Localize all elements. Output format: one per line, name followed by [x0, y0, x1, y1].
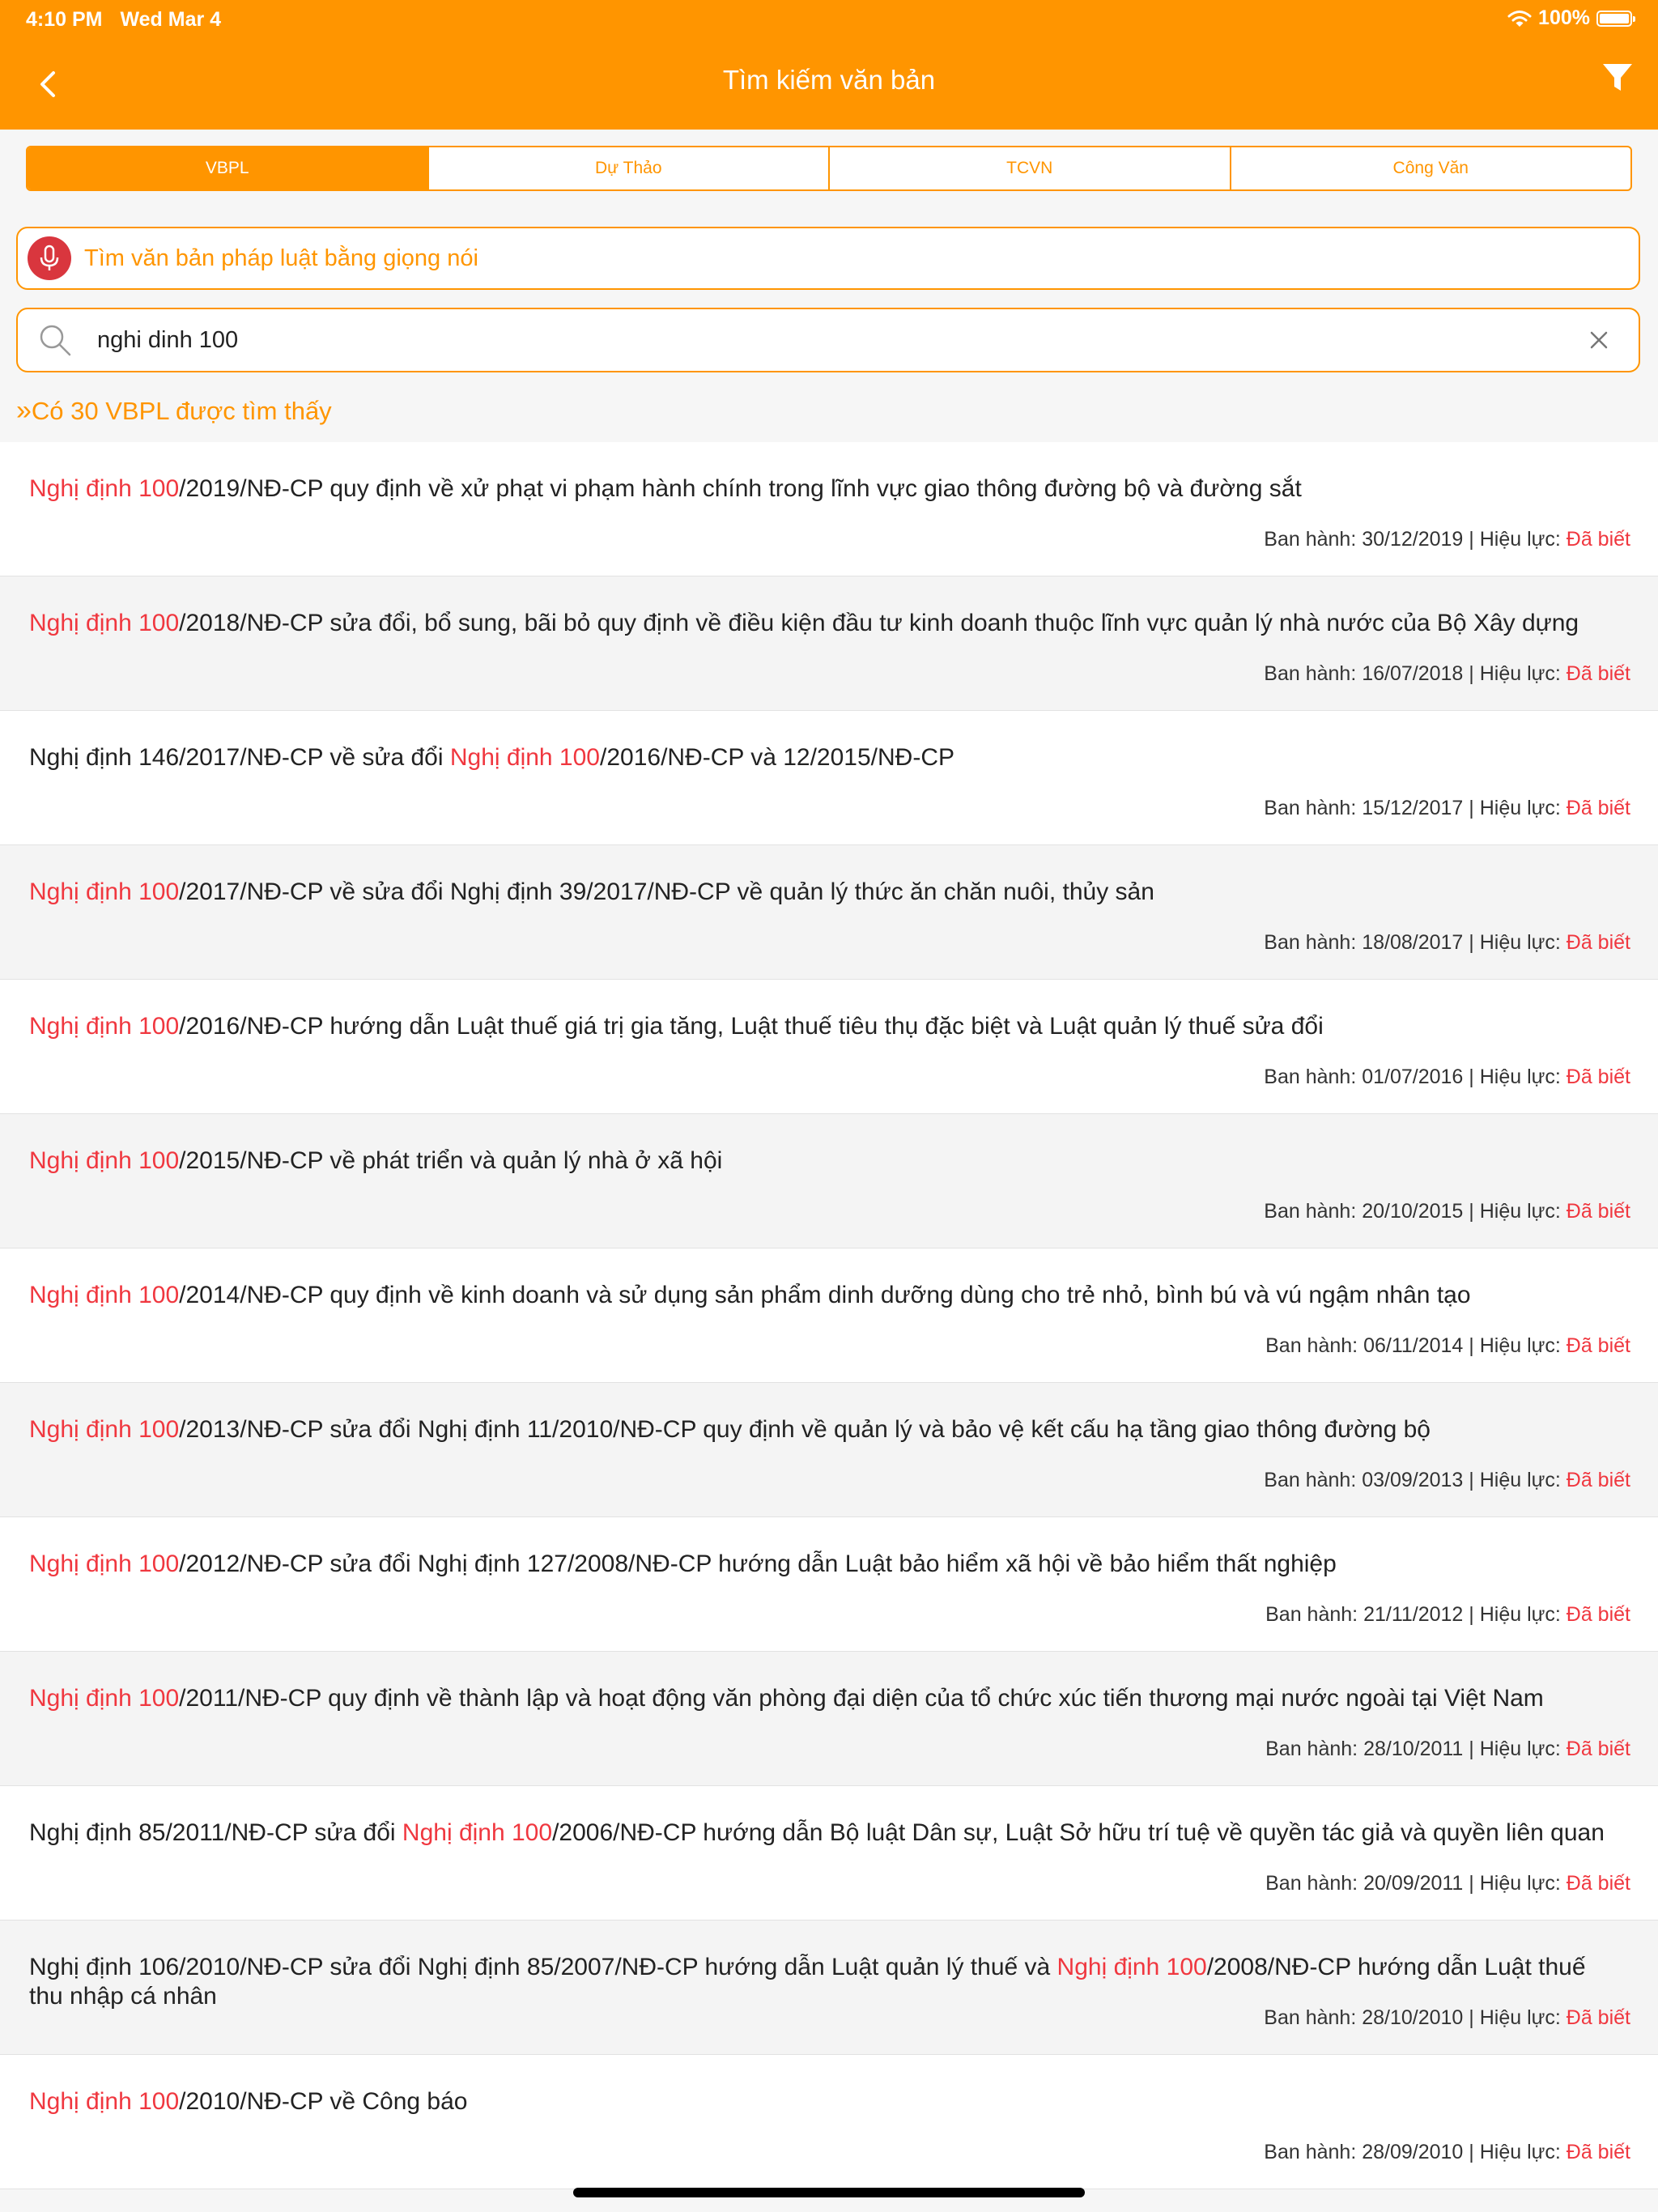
effect-label: Hiệu lực:: [1479, 1738, 1567, 1760]
issued-date: 20/10/2015: [1362, 1200, 1464, 1223]
effect-status: Đã biết: [1566, 1872, 1630, 1895]
battery-icon: [1596, 11, 1632, 27]
issued-label: Ban hành:: [1265, 1738, 1364, 1760]
result-title-highlight: Nghị định 100: [29, 610, 180, 636]
result-title-highlight: Nghị định 100: [29, 1416, 180, 1443]
effect-status: Đã biết: [1566, 1469, 1630, 1491]
issued-label: Ban hành:: [1264, 528, 1363, 551]
battery-percent: 100%: [1538, 6, 1590, 29]
effect-label: Hiệu lực:: [1479, 662, 1567, 685]
result-meta: [1264, 1469, 1630, 1492]
meta-separator: |: [1463, 1066, 1480, 1088]
result-title-highlight: Nghị định 100: [29, 1551, 180, 1577]
tab-cong-van[interactable]: Công Văn: [1392, 159, 1469, 177]
tab-tcvn[interactable]: TCVN: [830, 147, 1231, 189]
result-title: [29, 1146, 1609, 1176]
result-row[interactable]: [0, 980, 1658, 1114]
effect-label: Hiệu lực:: [1479, 931, 1567, 954]
result-title: [29, 1550, 1609, 1579]
result-title: [29, 1012, 1609, 1041]
result-meta: [1264, 2006, 1630, 2030]
voice-search-button[interactable]: [16, 227, 1640, 290]
result-row[interactable]: [0, 1652, 1658, 1786]
voice-search-label: Tìm văn bản pháp luật bằng giọng nói: [84, 245, 478, 271]
effect-status: Đã biết: [1566, 1200, 1630, 1223]
result-title-text: /2014/NĐ-CP quy định về kinh doanh và sử dụng sản phẩm dinh dưỡng dùng cho trẻ nhỏ, bình bú và vú ngậm nhân tạo: [179, 1282, 1471, 1308]
issued-date: 16/07/2018: [1362, 662, 1464, 685]
meta-separator: |: [1463, 931, 1480, 954]
search-input[interactable]: [96, 326, 1585, 355]
meta-separator: |: [1463, 1334, 1480, 1357]
effect-label: Hiệu lực:: [1479, 1066, 1567, 1088]
result-row[interactable]: [0, 576, 1658, 711]
effect-status: Đã biết: [1566, 1738, 1630, 1760]
effect-status: Đã biết: [1566, 1066, 1630, 1088]
result-meta: [1265, 1334, 1630, 1358]
result-meta: [1265, 1738, 1630, 1761]
effect-label: Hiệu lực:: [1479, 1469, 1567, 1491]
result-title-highlight: Nghị định 100: [1056, 1954, 1207, 1980]
app-header: [0, 0, 1658, 130]
result-title: [29, 1281, 1609, 1310]
issued-date: 28/09/2010: [1362, 2141, 1464, 2163]
issued-label: Ban hành:: [1264, 1469, 1363, 1491]
effect-label: Hiệu lực:: [1479, 2141, 1567, 2163]
result-title: [29, 1684, 1609, 1713]
result-row[interactable]: [0, 1517, 1658, 1652]
effect-status: Đã biết: [1566, 662, 1630, 685]
result-row[interactable]: [0, 1786, 1658, 1921]
result-title-text: /2013/NĐ-CP sửa đổi Nghị định 11/2010/NĐ-CP quy định về quản lý và bảo vệ kết cấu hạ tầng giao thông đường bộ: [179, 1416, 1431, 1443]
chevron-right-icon: »: [16, 395, 32, 426]
result-list: [0, 442, 1658, 2189]
result-title-text: Nghị định 85/2011/NĐ-CP sửa đổi: [29, 1819, 402, 1846]
status-time: 4:10 PM: [26, 8, 103, 31]
result-title: [29, 2087, 1609, 2116]
result-meta: [1264, 2141, 1630, 2164]
effect-status: Đã biết: [1566, 2141, 1630, 2163]
result-row[interactable]: [0, 1921, 1658, 2055]
issued-date: 21/11/2012: [1363, 1603, 1464, 1626]
result-title-text: /2008/NĐ-CP hướng dẫn Luật thuế thu nhập cá nhân: [29, 1954, 1586, 2010]
issued-date: 28/10/2010: [1362, 2006, 1464, 2029]
effect-status: Đã biết: [1566, 528, 1630, 551]
effect-status: Đã biết: [1566, 1603, 1630, 1626]
result-count-text: Có 30 VBPL được tìm thấy: [31, 397, 332, 425]
issued-date: 03/09/2013: [1362, 1469, 1464, 1491]
result-title-text: /2016/NĐ-CP hướng dẫn Luật thuế giá trị gia tăng, Luật thuế tiêu thụ đặc biệt và Luật quản lý thuế sửa đổi: [179, 1013, 1324, 1040]
home-indicator[interactable]: [573, 2188, 1085, 2197]
meta-separator: |: [1463, 2141, 1480, 2163]
result-title-highlight: Nghị định 100: [29, 1147, 180, 1174]
result-title: [29, 1415, 1609, 1444]
search-icon: [37, 322, 73, 358]
issued-label: Ban hành:: [1264, 2006, 1363, 2029]
result-title-highlight: Nghị định 100: [29, 1685, 180, 1712]
result-title-text: /2015/NĐ-CP về phát triển và quản lý nhà ở xã hội: [179, 1147, 723, 1174]
result-title-text: /2018/NĐ-CP sửa đổi, bổ sung, bãi bỏ quy định về điều kiện đầu tư kinh doanh thuộc lĩnh vực quản lý nhà nước của Bộ Xây dựng: [179, 610, 1579, 636]
result-meta: [1264, 931, 1630, 955]
effect-label: Hiệu lực:: [1479, 2006, 1567, 2029]
effect-status: Đã biết: [1566, 931, 1630, 954]
result-meta: [1264, 662, 1630, 686]
result-title: [29, 1819, 1609, 1848]
result-title-text: /2010/NĐ-CP về Công báo: [179, 2088, 468, 2115]
microphone-icon: [28, 236, 71, 280]
status-bar-left: [26, 8, 221, 32]
result-title-text: Nghị định 146/2017/NĐ-CP về sửa đổi: [29, 744, 450, 771]
category-tabs: [26, 146, 1632, 191]
effect-label: Hiệu lực:: [1479, 1872, 1567, 1895]
result-row[interactable]: [0, 1114, 1658, 1249]
result-title-highlight: Nghị định 100: [29, 475, 180, 502]
wifi-icon: [1507, 10, 1532, 28]
issued-label: Ban hành:: [1265, 1603, 1364, 1626]
clear-icon[interactable]: [1585, 326, 1613, 354]
issued-label: Ban hành:: [1265, 1872, 1364, 1895]
result-meta: [1264, 1066, 1630, 1089]
result-row[interactable]: [0, 1249, 1658, 1383]
result-title-highlight: Nghị định 100: [29, 1013, 180, 1040]
issued-label: Ban hành:: [1264, 1066, 1363, 1088]
result-row[interactable]: [0, 1383, 1658, 1517]
result-title-text: /2016/NĐ-CP và 12/2015/NĐ-CP: [600, 744, 954, 771]
issued-label: Ban hành:: [1264, 797, 1363, 819]
status-date: Wed Mar 4: [120, 8, 222, 31]
result-title-text: /2019/NĐ-CP quy định về xử phạt vi phạm hành chính trong lĩnh vực giao thông đường bộ và đường sắt: [179, 475, 1302, 502]
issued-date: 20/09/2011: [1363, 1872, 1464, 1895]
meta-separator: |: [1463, 1200, 1480, 1223]
issued-date: 18/08/2017: [1362, 931, 1464, 954]
result-meta: [1264, 1200, 1630, 1223]
tab-vbpl[interactable]: VBPL: [28, 147, 429, 189]
result-title: [29, 878, 1609, 907]
result-meta: [1264, 528, 1630, 551]
meta-separator: |: [1463, 1603, 1480, 1626]
result-title-text: /2017/NĐ-CP về sửa đổi Nghị định 39/2017/NĐ-CP về quản lý thức ăn chăn nuôi, thủy sản: [179, 878, 1154, 905]
meta-separator: |: [1463, 662, 1480, 685]
issued-date: 30/12/2019: [1362, 528, 1464, 551]
status-bar-right: [1507, 6, 1632, 30]
tab-du-thao[interactable]: Dự Thảo: [429, 147, 831, 189]
result-title: [29, 743, 1609, 772]
result-title: [29, 609, 1609, 638]
meta-separator: |: [1463, 797, 1480, 819]
search-bar: [16, 308, 1640, 372]
effect-label: Hiệu lực:: [1479, 1334, 1567, 1357]
meta-separator: |: [1463, 1872, 1480, 1895]
effect-status: Đã biết: [1566, 2006, 1630, 2029]
result-count: [16, 395, 332, 427]
effect-label: Hiệu lực:: [1479, 1200, 1567, 1223]
meta-separator: |: [1463, 2006, 1480, 2029]
result-row[interactable]: [0, 845, 1658, 980]
issued-label: Ban hành:: [1264, 1200, 1363, 1223]
result-title-text: /2006/NĐ-CP hướng dẫn Bộ luật Dân sự, Luật Sở hữu trí tuệ về quyền tác giả và quyền liên quan: [552, 1819, 1605, 1846]
issued-label: Ban hành:: [1264, 662, 1363, 685]
filter-icon[interactable]: [1600, 60, 1635, 96]
result-title-highlight: Nghị định 100: [402, 1819, 553, 1846]
issued-date: 15/12/2017: [1362, 797, 1464, 819]
issued-date: 28/10/2011: [1363, 1738, 1464, 1760]
effect-label: Hiệu lực:: [1479, 797, 1567, 819]
result-row[interactable]: [0, 442, 1658, 576]
result-title-text: /2011/NĐ-CP quy định về thành lập và hoạt động văn phòng đại diện của tổ chức xúc tiến thương mại nước ngoài tại Việt Nam: [179, 1685, 1544, 1712]
result-title-text: Nghị định 106/2010/NĐ-CP sửa đổi Nghị định 85/2007/NĐ-CP hướng dẫn Luật quản lý thuế và: [29, 1954, 1057, 1980]
effect-label: Hiệu lực:: [1479, 528, 1567, 551]
effect-status: Đã biết: [1566, 1334, 1630, 1357]
result-meta: [1264, 797, 1630, 820]
page-title: Tìm kiếm văn bản: [722, 65, 936, 95]
result-title-highlight: Nghị định 100: [29, 2088, 180, 2115]
meta-separator: |: [1463, 1738, 1480, 1760]
result-title-highlight: Nghị định 100: [29, 1282, 180, 1308]
issued-label: Ban hành:: [1264, 931, 1363, 954]
issued-label: Ban hành:: [1264, 2141, 1363, 2163]
effect-label: Hiệu lực:: [1479, 1603, 1567, 1626]
issued-date: 01/07/2016: [1362, 1066, 1464, 1088]
effect-status: Đã biết: [1566, 797, 1630, 819]
result-row[interactable]: [0, 2055, 1658, 2189]
result-title-text: /2012/NĐ-CP sửa đổi Nghị định 127/2008/NĐ-CP hướng dẫn Luật bảo hiểm xã hội về bảo hiểm thất nghiệp: [179, 1551, 1337, 1577]
result-title: [29, 1953, 1609, 2011]
issued-label: Ban hành:: [1265, 1334, 1364, 1357]
result-meta: [1265, 1872, 1630, 1895]
meta-separator: |: [1463, 1469, 1480, 1491]
result-title-highlight: Nghị định 100: [449, 744, 600, 771]
result-title-highlight: Nghị định 100: [29, 878, 180, 905]
result-title: [29, 474, 1609, 504]
result-row[interactable]: [0, 711, 1658, 845]
issued-date: 06/11/2014: [1363, 1334, 1464, 1357]
result-meta: [1265, 1603, 1630, 1627]
meta-separator: |: [1463, 528, 1480, 551]
